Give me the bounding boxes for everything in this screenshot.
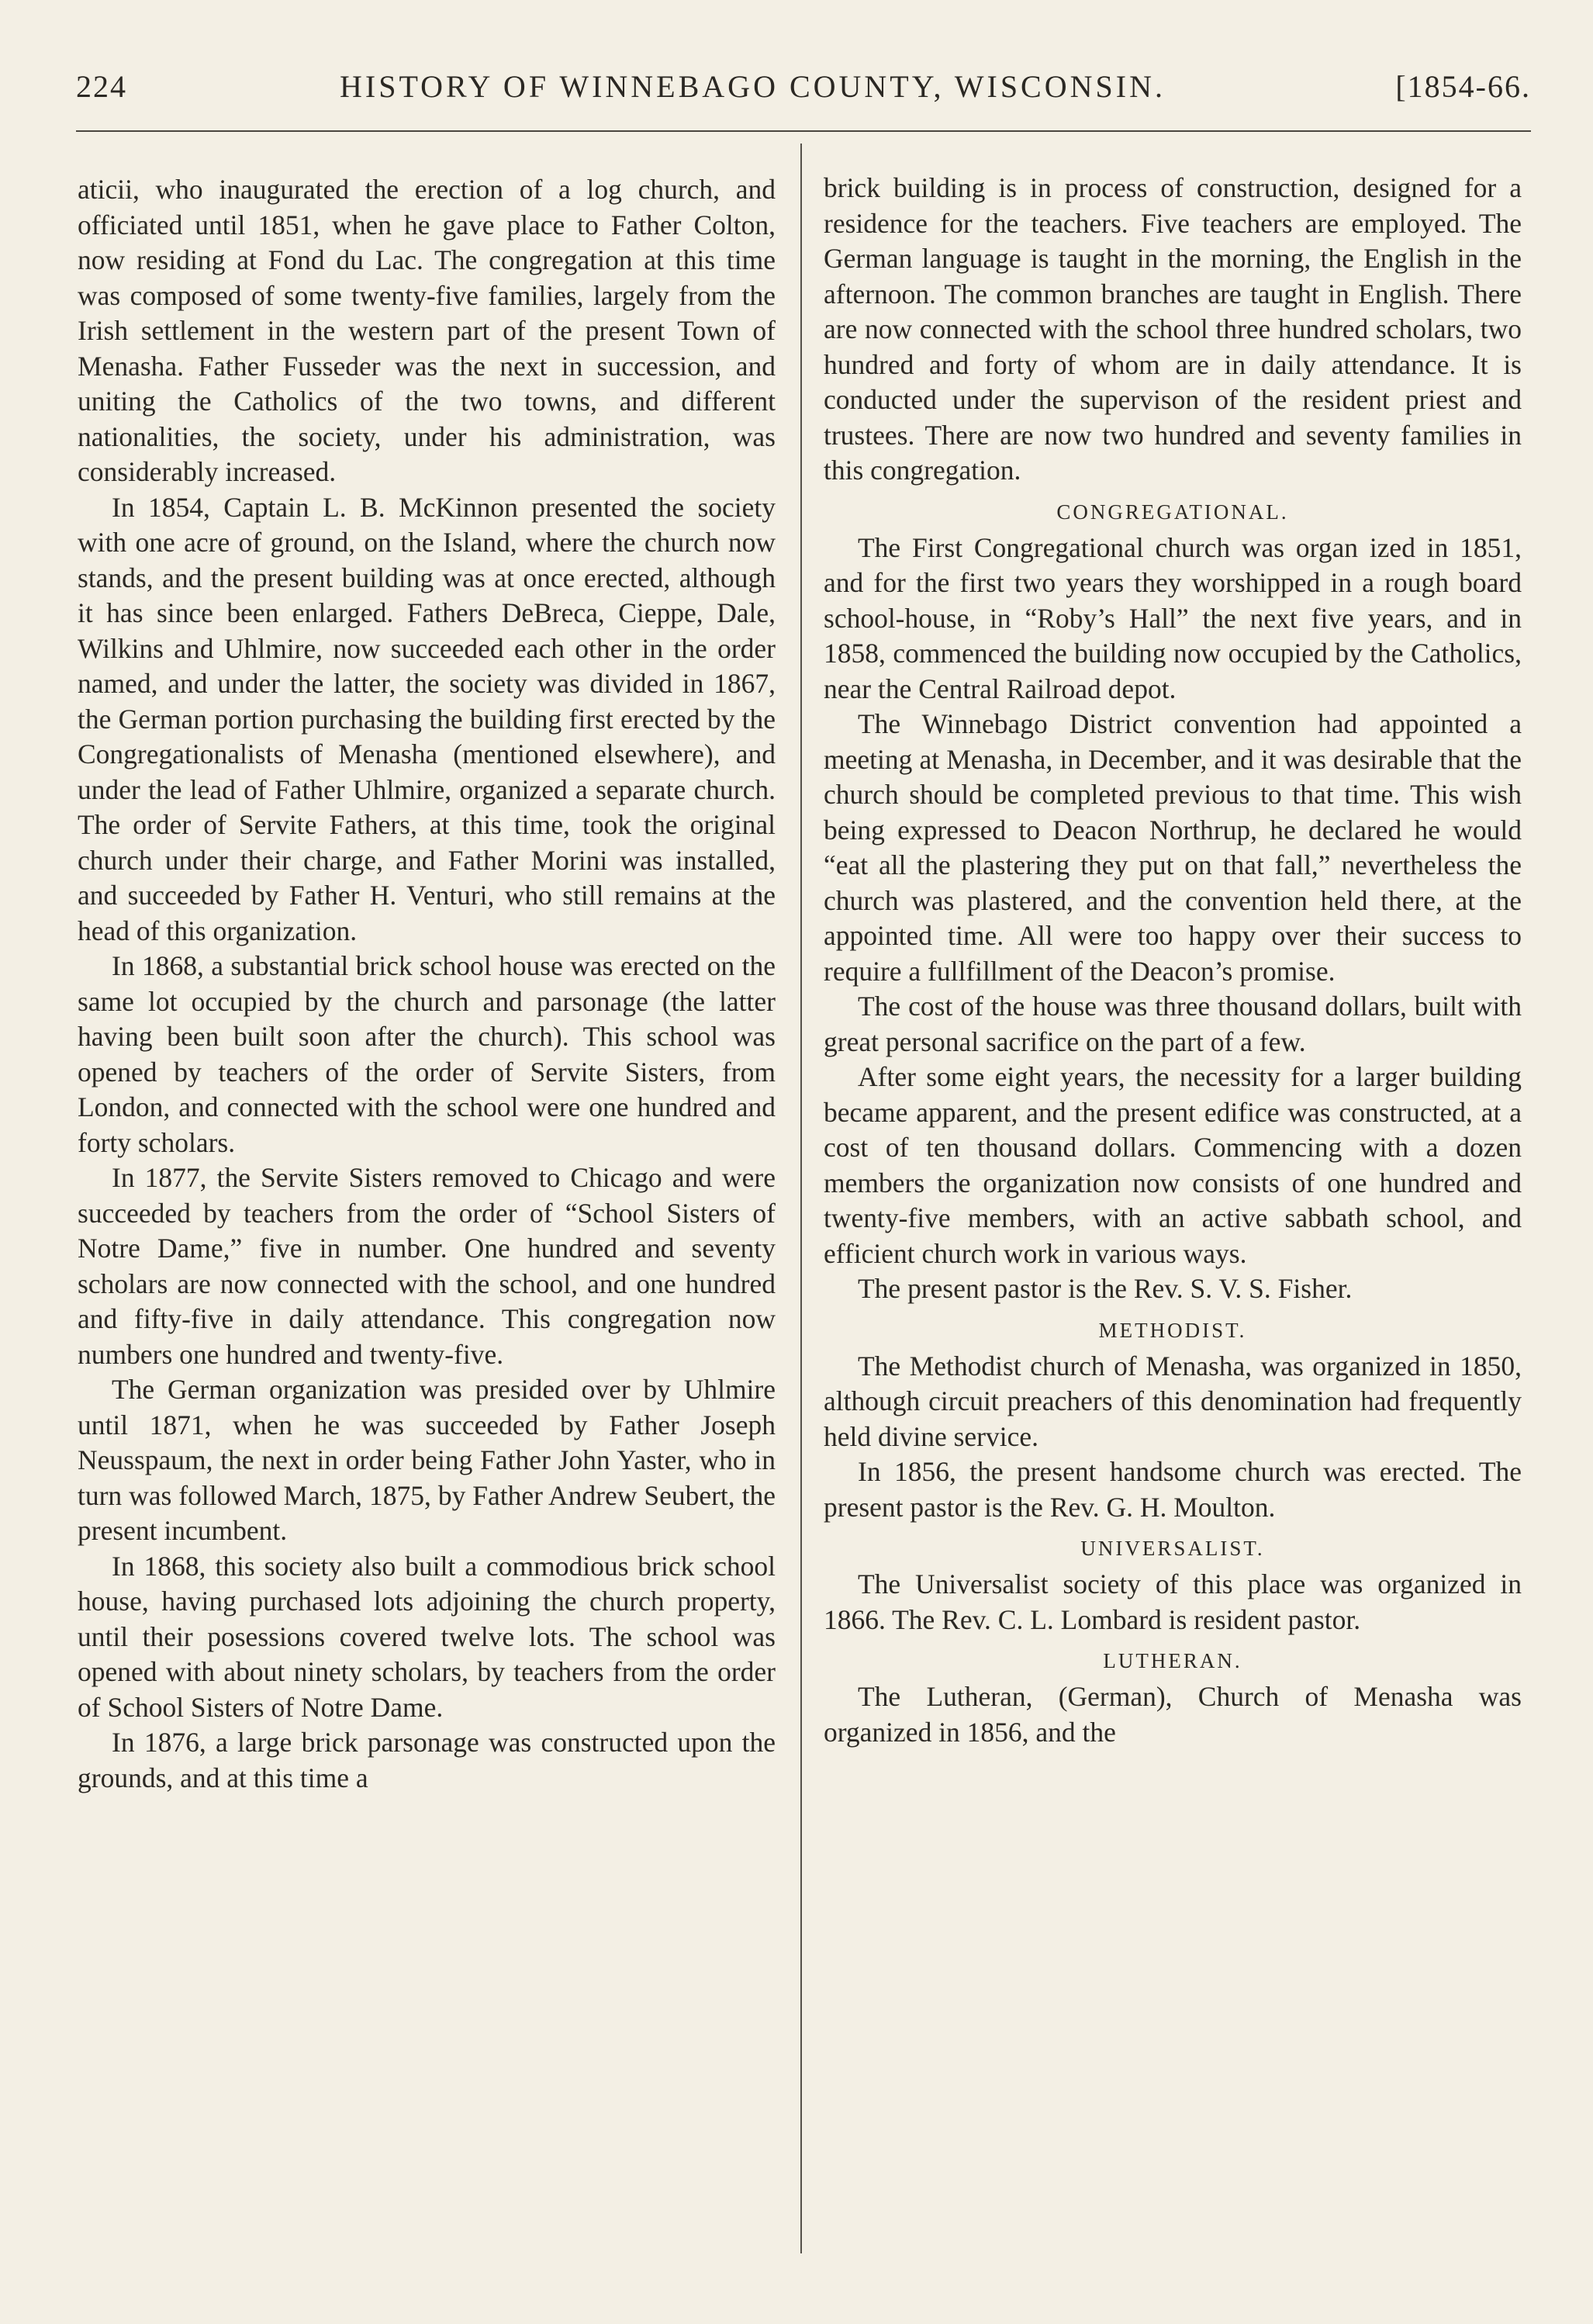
paragraph: The Lutheran, (German), Church of Menasha was organized in 1856, and the <box>824 1681 1522 1748</box>
paragraph: In 1868, this society also built a commodious brick school house, having purchased lots adjoining the church property, until their posessions covered twelve lots. The school was opened with about ninety scholars, by teachers from the order of School Sisters of Notre Dame. <box>78 1550 776 1723</box>
section-heading: LUTHERAN. <box>1103 1649 1242 1672</box>
paragraph: In 1868, a substantial brick school house was erected on the same lot occupied by the church and parsonage (the latter having been built soon after the church). This school was opened by teachers of the order of Servite Sisters, from London, and connected with the school were one hundred and forty scholars. <box>78 950 776 1158</box>
book-title: HISTORY OF WINNEBAGO COUNTY, WISCONSIN. <box>340 69 1166 104</box>
section-heading: CONGREGATIONAL. <box>1056 500 1289 524</box>
paragraph: aticii, who inaugurated the erection of a log church, and officiated until 1851, when he gave place to Father Colton, now residing at Fond du Lac. The congregation at this time was composed of some twenty-five families, largely from the Irish settlement in the western part of the present Town of Menasha. Father Fusseder was the next in succession, and uniting the Catholics of the two towns, and different nationalities, the society, under his administration, was considerably increased. <box>78 174 776 487</box>
paragraph: The Universalist society of this place was organized in 1866. The Rev. C. L. Lombard is resident pastor. <box>824 1568 1522 1635</box>
header-rule <box>76 130 1531 132</box>
paragraph: The cost of the house was three thousand dollars, built with great personal sacrifice on the part of a few. <box>824 991 1522 1057</box>
section-heading: UNIVERSALIST. <box>1080 1537 1265 1560</box>
section-heading: METHODIST. <box>1098 1318 1247 1342</box>
paragraph: The First Congregational church was organ ized in 1851, and for the first two years they worshipped in a rough board school-house, in “Roby’s Hall” the next five years, and in 1858, commenced the building now occupied by the Catholics, near the Central Railroad depot. <box>824 531 1522 704</box>
paragraph: In 1877, the Servite Sisters removed to Chicago and were succeeded by teachers from the order of “School Sisters of Notre Dame,” five in number. One hundred and seventy scholars are now connected with the school, and one hundred and fifty-five in daily attendance. This congregation now numbers one hundred and twenty-five. <box>78 1162 776 1370</box>
paragraph: After some eight years, the necessity for a larger building became apparent, and the present edifice was constructed, at a cost of ten thousand dollars. Commencing with a dozen members the organization now consists of one hundred and twenty-five members, with an active sabbath school, and efficient church work in various ways. <box>824 1061 1522 1269</box>
year-range: [1854-66. <box>1395 69 1531 104</box>
paragraph: In 1854, Captain L. B. McKinnon presented the society with one acre of ground, on the Island, where the church now stands, and the present building was at once erected, although it has since been enlarged. Fathers DeBreca, Cieppe, Dale, Wilkins and Uhlmire, now succeeded each other in the order named, and under the latter, the society was divided in 1867, the German portion purchasing the building first erected by the Congregationalists of Menasha (mentioned elsewhere), and under the lead of Father Uhlmire, organized a separate church. The order of Servite Fathers, at this time, took the original church under their charge, and Father Morini was installed, and succeeded by Father H. Venturi, who still remains at the head of this organization. <box>78 491 776 946</box>
paragraph: brick building is in process of construction, designed for a residence for the teachers. Five teachers are employed. The German language is taught in the morning, the English in the afternoon. The common branches are taught in English. There are now connected with the school three hundred scholars, two hundred and forty of whom are in daily attendance. It is conducted under the supervison of the resident priest and trustees. There are now two hundred and seventy families in this congregation. <box>824 172 1522 486</box>
column-divider <box>800 144 802 2253</box>
left-column <box>78 172 776 1796</box>
running-header <box>76 68 1531 115</box>
paragraph: The Winnebago District convention had appointed a meeting at Menasha, in December, and it was desirable that the church should be completed previous to that time. This wish being expressed to Deacon Northrup, he declared he would “eat all the plastering they put on that fall,” nevertheless the church was plastered, and the convention held there, at the appointed time. All were too happy over their success to require a fullfillment of the Deacon’s promise. <box>824 708 1522 987</box>
paragraph: In 1856, the present handsome church was erected. The present pastor is the Rev. G. H. Moulton. <box>824 1456 1522 1523</box>
paragraph: The present pastor is the Rev. S. V. S. Fisher. <box>858 1273 1353 1304</box>
paragraph: The German organization was presided over by Uhlmire until 1871, when he was succeeded by Father Joseph Neusspaum, the next in order being Father John Yaster, who in turn was followed March, 1875, by Father Andrew Seubert, the present incumbent. <box>78 1374 776 1546</box>
right-column <box>824 171 1522 1750</box>
paragraph: The Methodist church of Menasha, was organized in 1850, although circuit preachers of this denomination had frequently held divine service. <box>824 1350 1522 1452</box>
paragraph: In 1876, a large brick parsonage was constructed upon the grounds, and at this time a <box>78 1727 776 1793</box>
page-number: 224 <box>76 69 127 104</box>
